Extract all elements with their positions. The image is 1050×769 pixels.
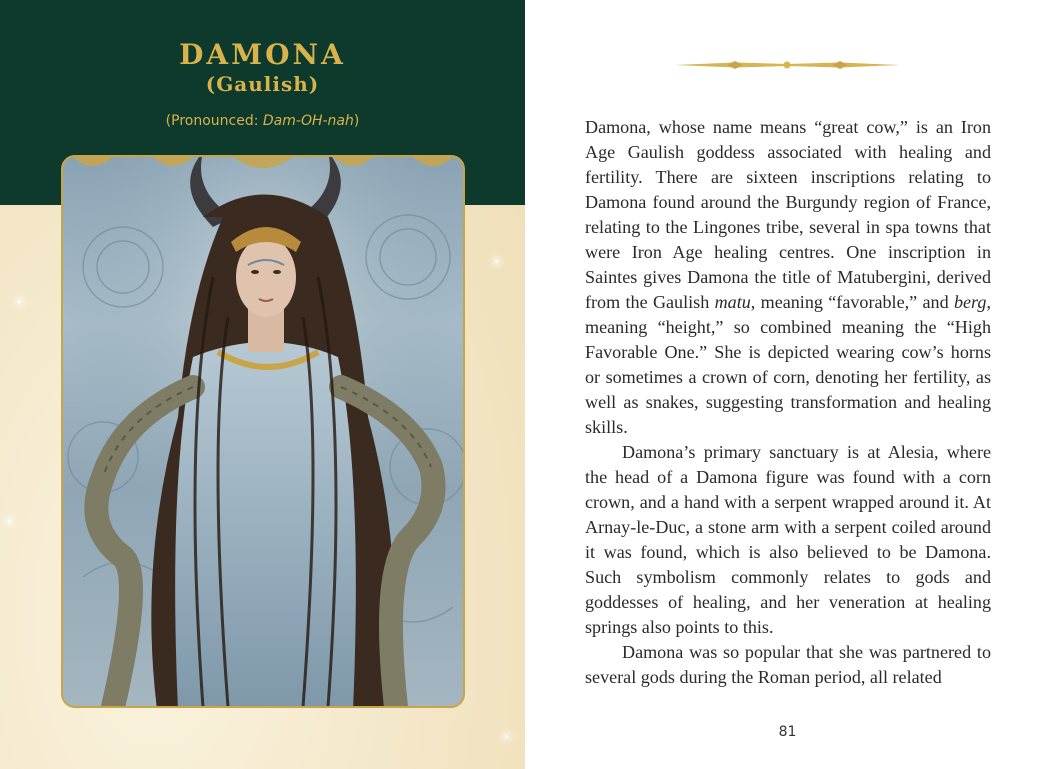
italic-term: berg bbox=[953, 292, 987, 312]
italic-term: matu bbox=[714, 292, 751, 312]
right-page bbox=[525, 0, 1050, 769]
goddess-artwork bbox=[63, 157, 465, 708]
sparkle bbox=[505, 735, 508, 738]
paragraph bbox=[585, 115, 991, 440]
divider-ornament bbox=[675, 58, 900, 72]
pronunciation-suffix: ) bbox=[353, 113, 360, 129]
text-segment: , meaning “favorable,” and bbox=[750, 292, 954, 312]
paragraph bbox=[585, 440, 991, 640]
deity-origin: (Gaulish) bbox=[205, 72, 320, 96]
text-segment: Damona, whose name means “great cow,” is an Iron Age Gaulish goddess associated with healing and fertility. There are sixteen inscriptions relating to Damona found around the Burgundy region of France, relating to the Lingones tribe, several in spa towns that were Iron Age healing centres. One inscription in Saintes gives Damona the title of Matubergini, derived from the Gaulish bbox=[585, 117, 991, 312]
deity-name: DAMONA bbox=[179, 38, 346, 71]
text-segment: , meaning “height,” so combined meaning the “High Favorable One.” She is depicted wearing cow’s horns or sometimes a crown of corn, denoting her fertility, as well as snakes, suggesting transformation and healing skills. bbox=[585, 292, 991, 437]
page-number: 81 bbox=[778, 724, 797, 740]
paragraph bbox=[585, 640, 991, 690]
text-segment: Damona was so popular that she was partnered to several gods during the Roman period, all related bbox=[585, 642, 991, 687]
sparkle bbox=[8, 520, 11, 523]
goddess-card-illustration bbox=[61, 155, 465, 708]
text-segment: Damona’s primary sanctuary is at Alesia, where the head of a Damona figure was found with a corn crown, and a hand with a serpent wrapped around it. At Arnay-le-Duc, a stone arm with a serpent coiled around it was found, which is also believed to be Damona. Such symbolism commonly relates to gods and goddesses of healing, and her veneration at healing springs also points to this. bbox=[585, 442, 991, 637]
pronunciation-word: Dam-OH-nah bbox=[262, 113, 354, 129]
sparkle bbox=[495, 260, 498, 263]
body-text bbox=[585, 115, 991, 690]
pronunciation bbox=[0, 113, 525, 129]
sparkle bbox=[18, 300, 21, 303]
pronunciation-prefix: (Pronounced: bbox=[165, 113, 263, 129]
